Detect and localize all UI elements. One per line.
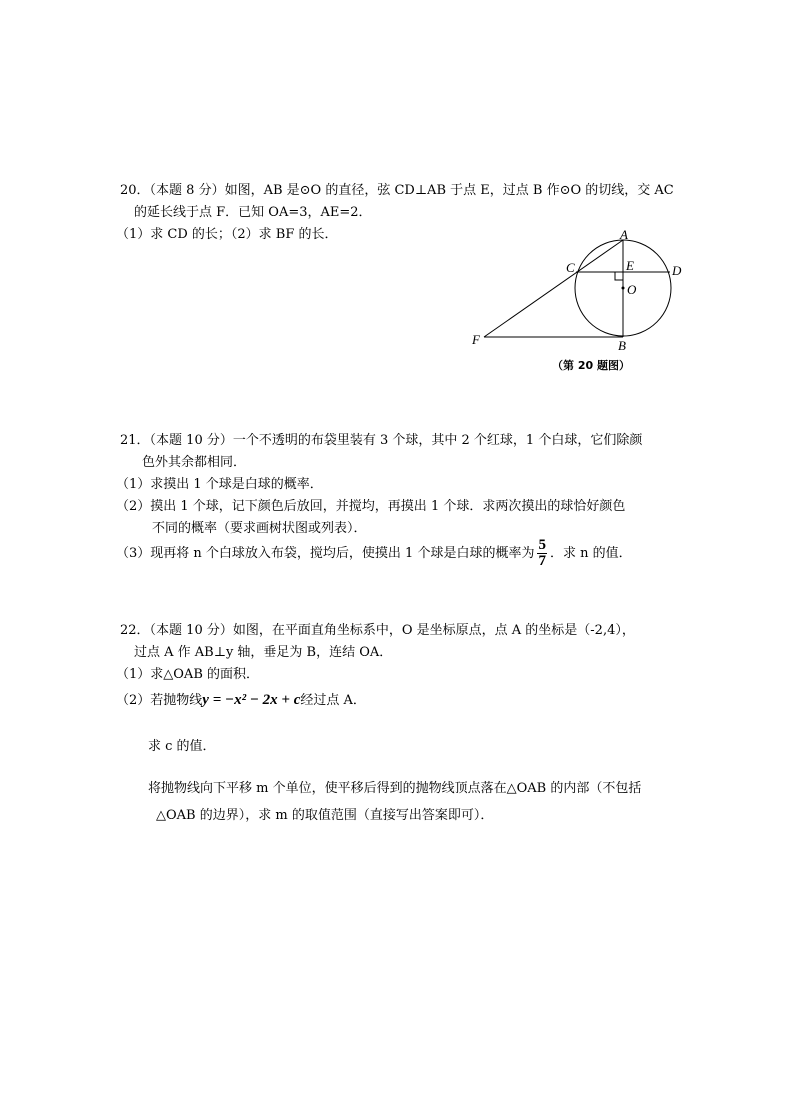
q21-line6 [116, 538, 632, 570]
q20-line1: 20．（本题 8 分）如图，AB 是⊙O 的直径，弦 CD⊥AB 于点 E，过点 B 作⊙O 的切线，交 AC [120, 183, 674, 198]
right-angle-mark [615, 272, 623, 280]
label-a: A [620, 227, 628, 242]
fraction-5-7: $\frac{5}{7}$ [538, 537, 546, 569]
q20-figure [460, 227, 700, 380]
q22-line5: 求 c 的值． [148, 739, 216, 754]
parabola-formula: y = −x² − 2x + c [202, 692, 301, 708]
q21-line5: 不同的概率（要求画树状图或列表）． [152, 521, 367, 536]
q22-line2: 过点 A 作 AB⊥y 轴，垂足为 B，连结 OA． [134, 645, 393, 660]
q21-line2: 色外其余都相同． [142, 455, 247, 470]
label-b: B [618, 338, 626, 353]
q21-line1: 21．（本题 10 分）一个不透明的布袋里装有 3 个球，其中 2 个红球，1 个白球，它们除颜 [120, 433, 643, 448]
q21-line4: （2）摸出 1 个球，记下颜色后放回，并搅均，再摸出 1 个球．求两次摸出的球恰好颜色 [116, 499, 626, 514]
q22-line6: 将抛物线向下平移 m 个单位，使平移后得到的抛物线顶点落在△OAB 的内部（不包括 [148, 781, 642, 796]
label-o: O [627, 282, 637, 297]
label-e: E [626, 258, 634, 273]
q20-line3: （1）求 CD 的长；（2）求 BF 的长． [116, 227, 338, 242]
center-dot [622, 287, 625, 290]
q20-line2: 的延长线于点 F．已知 OA=3，AE=2． [134, 205, 372, 220]
line-af [484, 240, 623, 337]
q22-line1: 22．（本题 10 分）如图，在平面直角坐标系中，O 是坐标原点，点 A 的坐标是（-2,4）， [120, 623, 635, 638]
label-f: F [472, 332, 480, 347]
q22-line3: （1）求△OAB 的面积． [116, 667, 260, 682]
figure-caption: （第 20 题图） [552, 359, 630, 372]
label-d: D [672, 263, 682, 278]
q22-line4: （2）若抛物线y = −x² − 2x + c经过点 A． [116, 692, 366, 708]
q21-line6-after: ．求 n 的值． [549, 546, 632, 561]
label-c: C [566, 260, 575, 275]
q21-line6-before: （3）现再将 n 个白球放入布袋，搅均后，使摸出 1 个球是白球的概率为 [116, 546, 535, 561]
q22-line7: △OAB 的边界），求 m 的取值范围（直接写出答案即可）． [156, 808, 494, 823]
q21-line3: （1）求摸出 1 个球是白球的概率． [116, 477, 323, 492]
